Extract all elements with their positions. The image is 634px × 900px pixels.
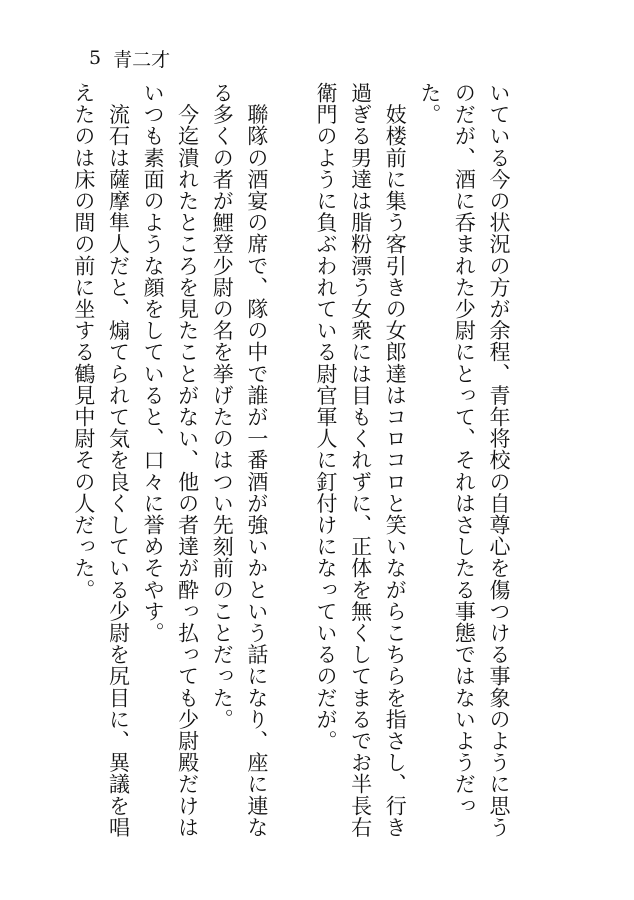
- text-line: 衛門のように負ぶわれている尉官軍人に釘付けになっているのだが。: [314, 82, 339, 752]
- text-line: る多くの者が鯉登少尉の名を挙げたのはつい先刻前のことだった。: [210, 82, 235, 730]
- text-line: いつも素面のような顔をしていると、口々に誉めそやす。: [141, 82, 166, 644]
- chapter-title: 青二才: [113, 48, 171, 71]
- text-line: 過ぎる男達は脂粉漂う女衆には目もくれずに、正体を無くしてまるでお半長右: [348, 82, 373, 838]
- vertical-text-body: [71, 82, 516, 842]
- text-line: 流石は薩摩隼人だと、煽てられて気を良くしている少尉を尻目に、異議を唱: [106, 82, 131, 838]
- blank-line: [274, 82, 309, 842]
- text-line: 今迄潰れたところを見たことがない、他の者達が酔っ払っても少尉殿だけは: [175, 82, 200, 838]
- page-number: 5: [89, 47, 102, 69]
- text-line: のだが、酒に呑まれた少尉にとって、それはさしたる事態ではないようだった。: [417, 82, 477, 817]
- text-line: いている今の状況の方が余程、青年将校の自尊心を傷つける事象のように思う: [487, 82, 511, 838]
- page-header: [89, 44, 170, 72]
- text-line: えたのは床の間の前に坐する鶴見中尉その人だった。: [71, 82, 96, 601]
- text-line: 聯隊の酒宴の席で、隊の中で誰が一番酒が強いかという話になり、座に連な: [244, 82, 269, 838]
- text-line: 妓楼前に集う客引きの女郎達はコロコロと笑いながらこちらを指さし、行き: [383, 82, 408, 838]
